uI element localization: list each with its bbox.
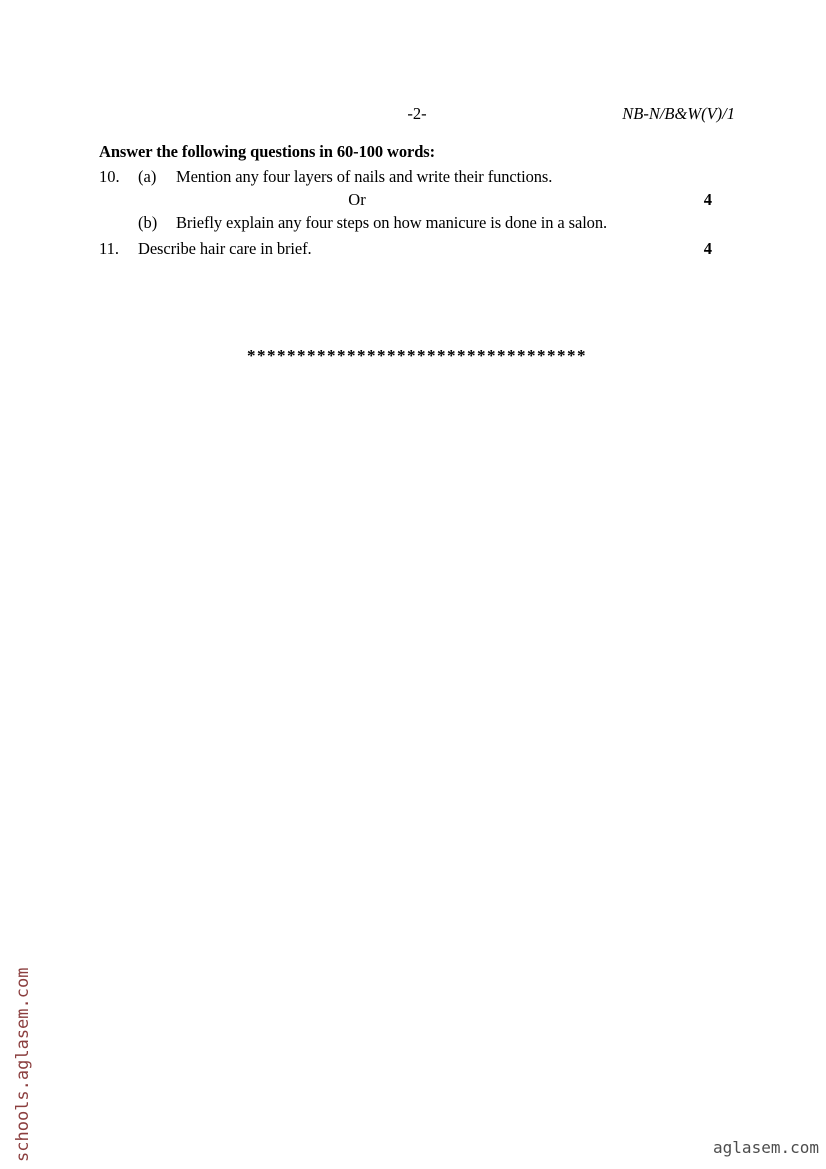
paper-code: NB-N/B&W(V)/1 [622,104,735,123]
question-number: 10. [99,167,120,186]
watermark-schools-aglasem: schools.aglasem.com [13,967,33,1162]
question-text: Describe hair care in brief. [138,239,312,258]
question-number-spacer [99,211,138,234]
marks-value-q11: 4 [703,239,712,258]
question-10b-row [99,211,735,234]
watermark-aglasem: aglasem.com [713,1138,819,1157]
page-number: -2- [407,104,427,123]
or-label: Or [348,190,366,209]
part-label: (a) [138,167,157,186]
part-label: (b) [138,213,158,232]
question-11-row [99,237,735,260]
section-instruction: Answer the following questions in 60-100 words: [99,142,436,161]
or-separator-row [99,188,735,211]
question-text: Mention any four layers of nails and write their functions. [176,167,553,186]
question-text: Briefly explain any four steps on how manicure is done in a salon. [176,213,608,232]
question-number: 11. [99,239,120,258]
page-content [99,102,735,367]
end-of-paper-separator: ********************************** [247,346,587,365]
question-10a-row [99,165,735,188]
page-header [99,102,735,125]
marks-value-q10: 4 [703,190,712,209]
